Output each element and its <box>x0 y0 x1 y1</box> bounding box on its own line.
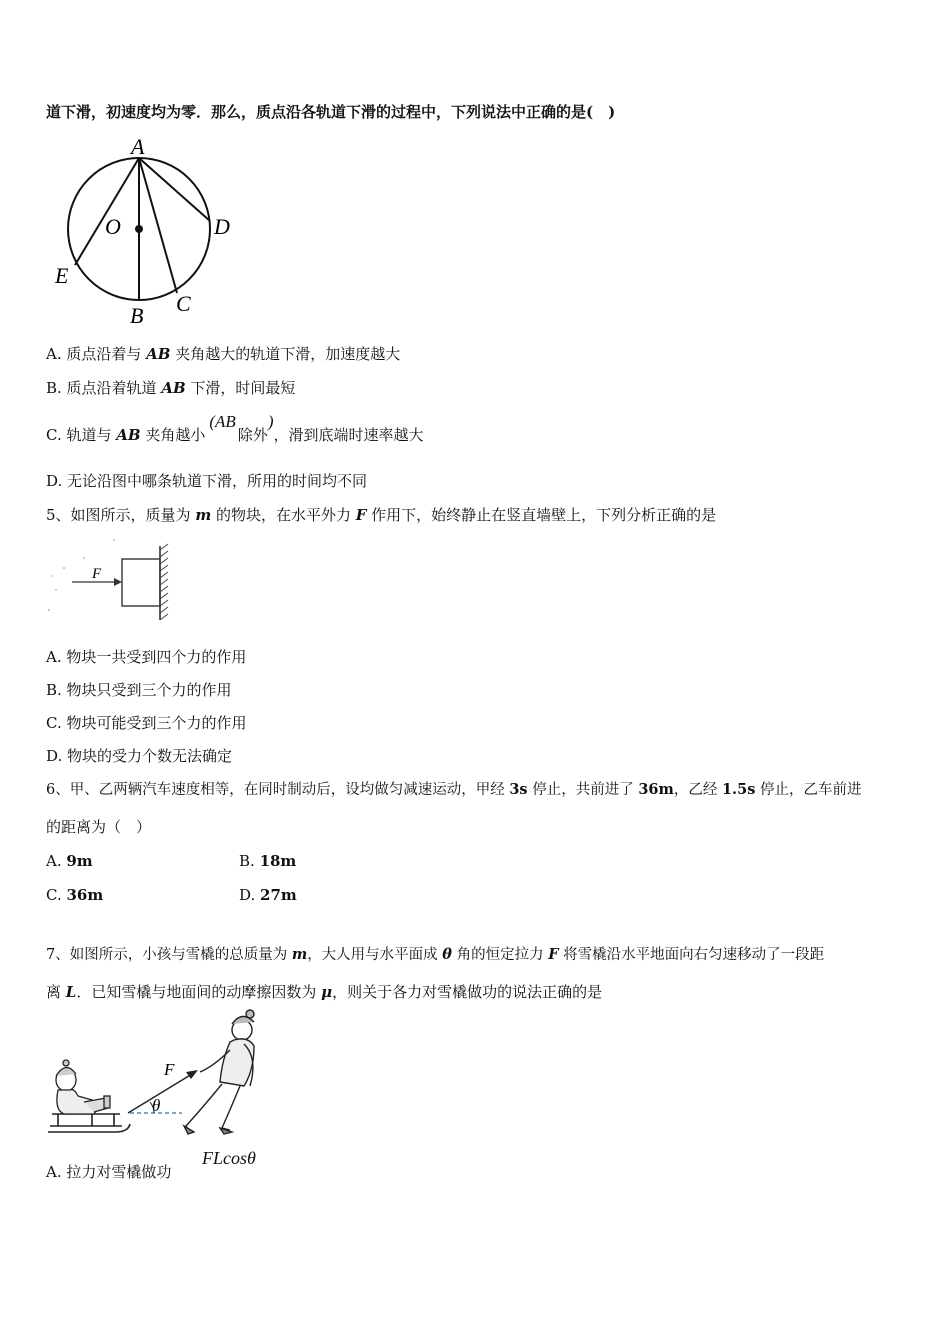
q7-option-a-formula: FLcosθ <box>202 1148 256 1168</box>
label-c: C <box>176 291 191 316</box>
label-d: D <box>214 214 230 239</box>
q6-option-a: A. 9m <box>46 852 93 870</box>
q5-option-a: A. 物块一共受到四个力的作用 <box>46 648 247 666</box>
q6-stem-line2: 的距离为（ ） <box>46 818 152 836</box>
q6-stem-line1: 6、甲、乙两辆汽车速度相等，在同时制动后，设均做匀减速运动，甲经 3s 停止，共前进了 36m，乙经 1.5s 停止，乙车前进 <box>46 781 862 798</box>
sled-pulling-figure <box>44 1010 274 1140</box>
q5-stem: 5、如图所示，质量为 m 的物块，在水平外力 F 作用下，始终静止在竖直墙壁上，下列分析正确的是 <box>46 506 717 524</box>
label-o: O <box>105 214 121 239</box>
circle-track-figure <box>50 133 250 333</box>
label-a: A <box>131 134 145 159</box>
q4-option-c: C. 轨道与 AB 夹角越小(AB除外)，滑到底端时速率越大 <box>46 412 424 444</box>
q4-option-b: B. 质点沿着轨道 AB 下滑，时间最短 <box>46 379 296 397</box>
q4-option-a: A. 质点沿着与 AB 夹角越大的轨道下滑，加速度越大 <box>46 345 401 363</box>
q7-option-a: A. 拉力对雪橇做功 <box>46 1163 172 1181</box>
force-label: F <box>164 1060 175 1079</box>
q5-option-b: B. 物块只受到三个力的作用 <box>46 681 232 699</box>
question-stem-continuation: 道下滑，初速度均为零．那么，质点沿各轨道下滑的过程中，下列说法中正确的是( ) <box>46 103 616 121</box>
q7-stem-line1: 7、如图所示，小孩与雪橇的总质量为 m，大人用与水平面成 θ 角的恒定拉力 F 将雪橇沿水平地面向右匀速移动了一段距 <box>46 946 825 963</box>
label-b: B <box>130 303 144 328</box>
q4-option-d: D. 无论沿图中哪条轨道下滑，所用的时间均不同 <box>46 472 368 490</box>
q7-stem-line2: 离 L．已知雪橇与地面间的动摩擦因数为 μ，则关于各力对雪橇做功的说法正确的是 <box>46 983 603 1001</box>
block-on-wall-figure <box>44 538 194 628</box>
angle-label: θ <box>152 1096 161 1115</box>
q6-option-b: B. 18m <box>239 852 297 870</box>
label-e: E <box>55 263 69 288</box>
q6-option-c: C. 36m <box>46 886 104 904</box>
q6-option-d: D. 27m <box>239 886 297 904</box>
force-f-label: F <box>92 566 102 582</box>
q5-option-c: C. 物块可能受到三个力的作用 <box>46 714 247 732</box>
q5-option-d: D. 物块的受力个数无法确定 <box>46 747 233 765</box>
